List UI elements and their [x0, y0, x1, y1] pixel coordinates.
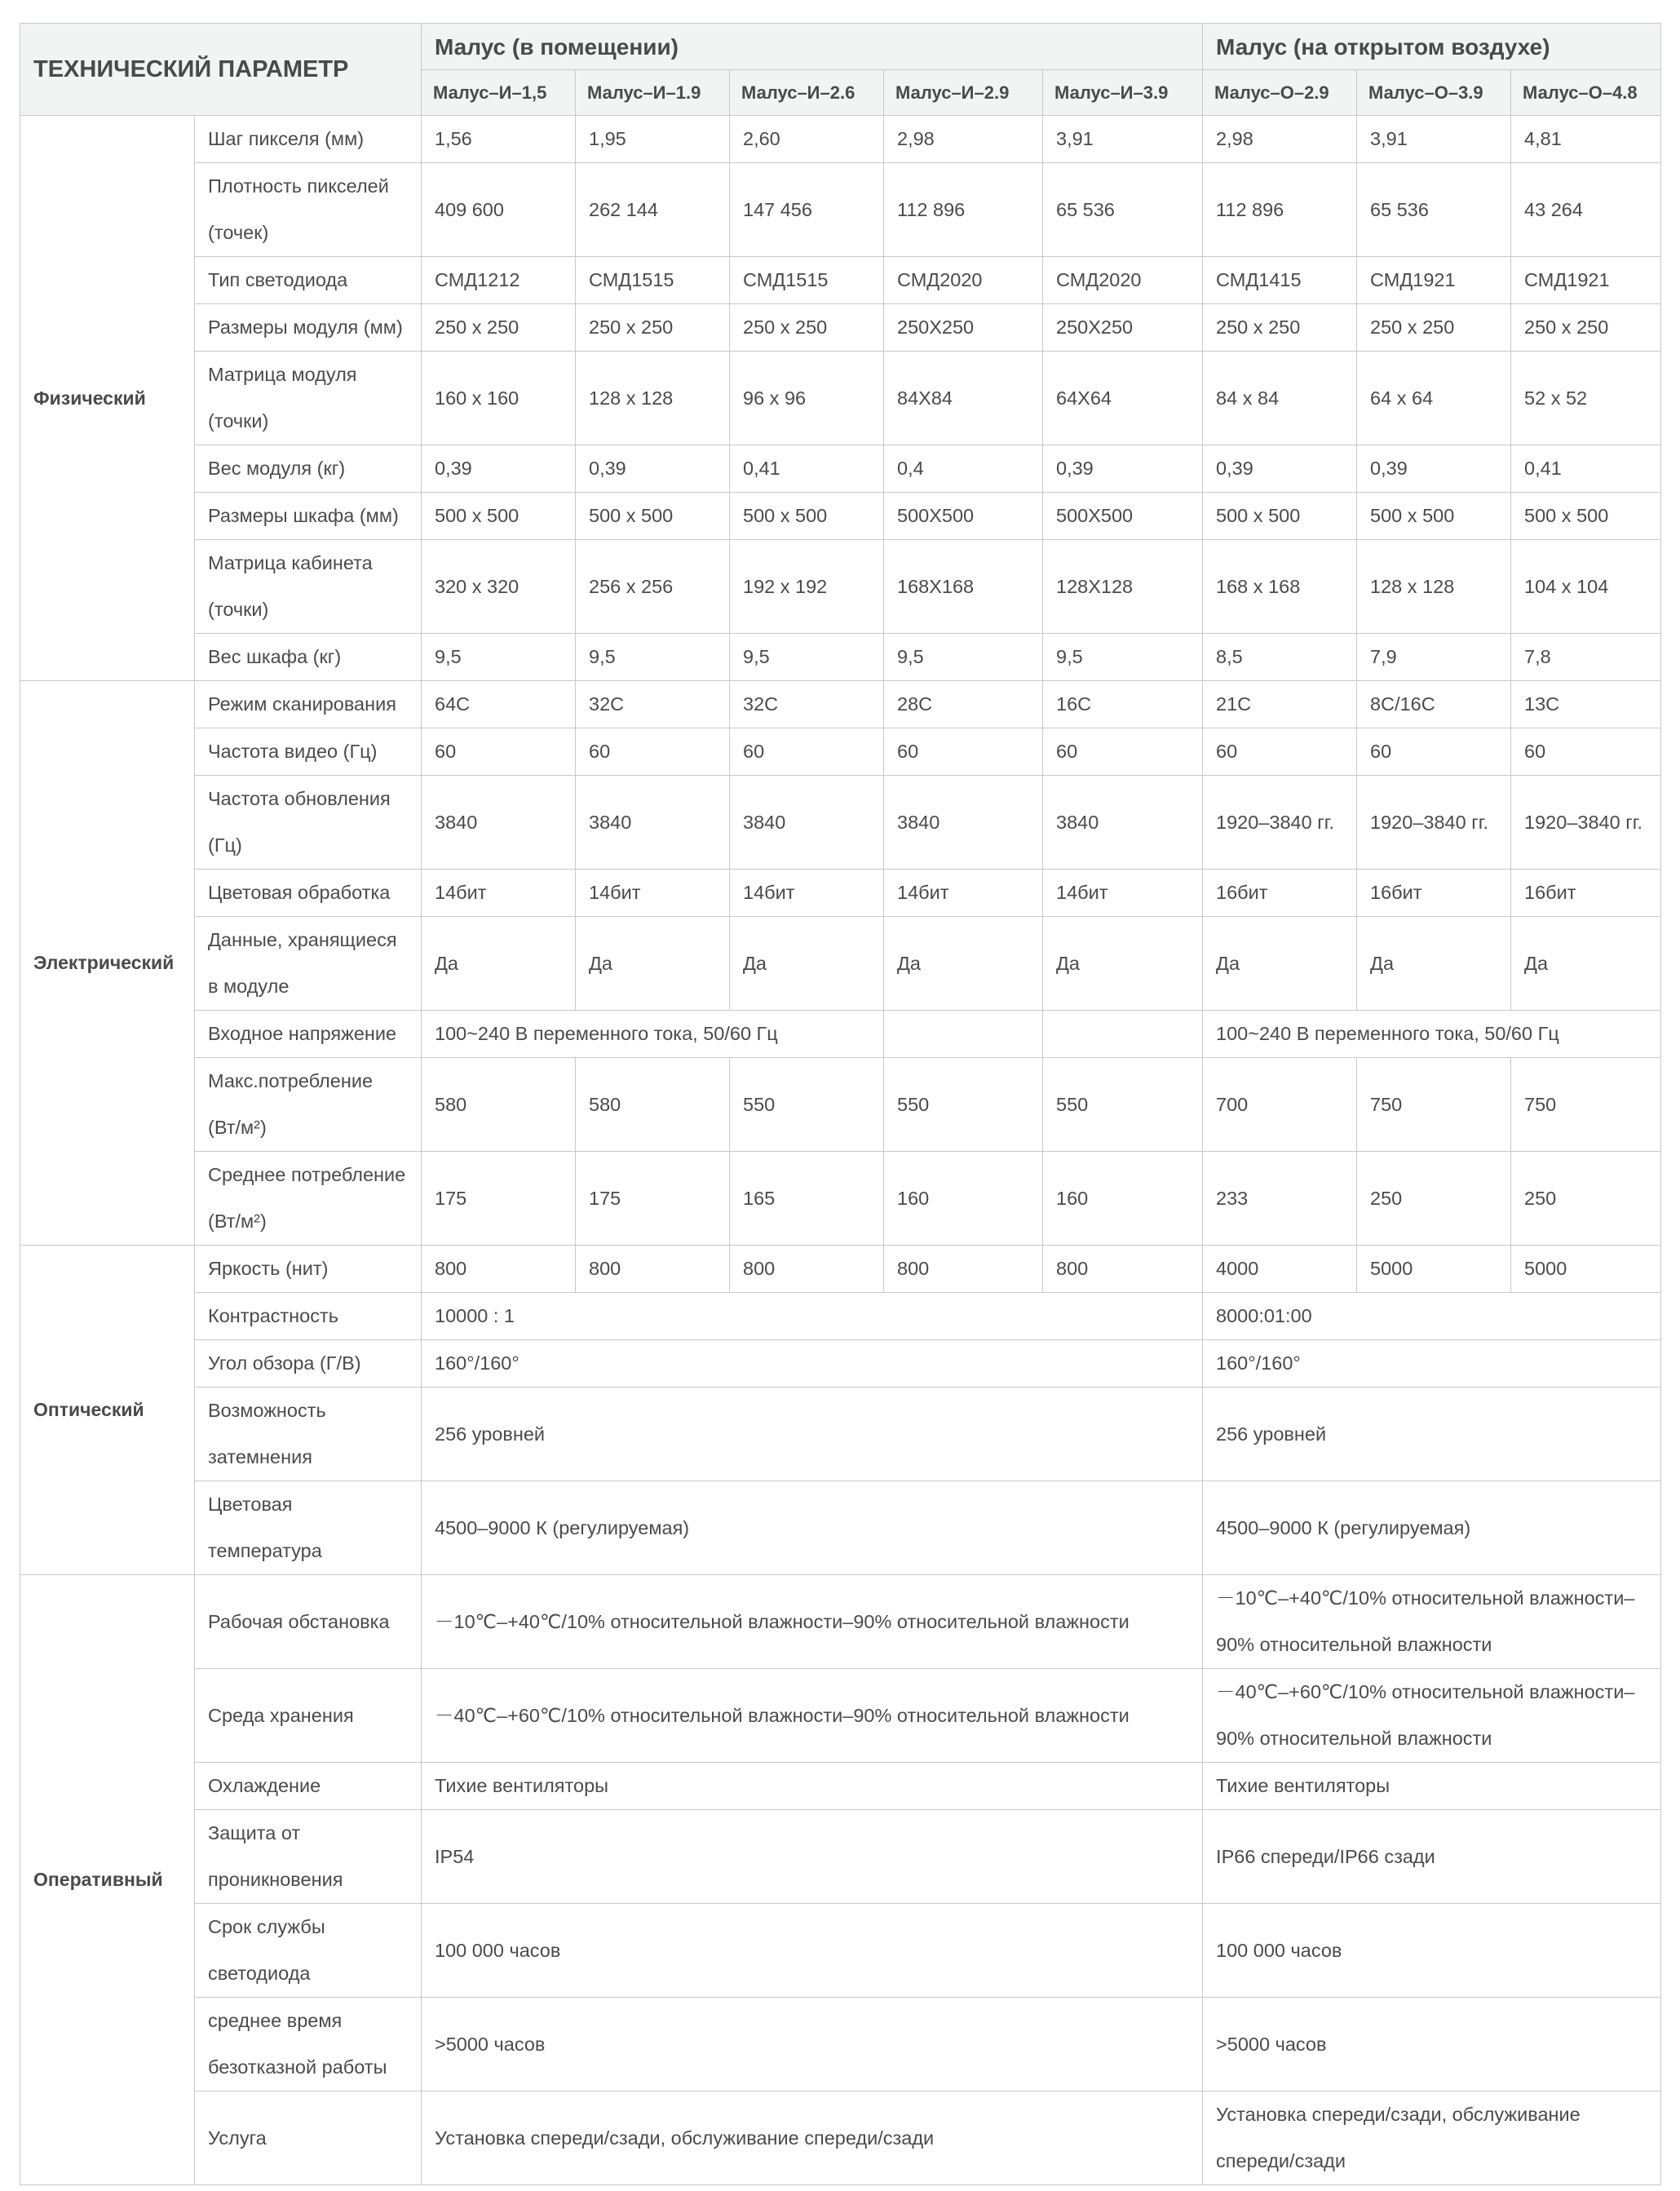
value-cell: 1920–3840 гг. — [1203, 776, 1357, 870]
value-cell: 0,41 — [1511, 445, 1661, 493]
value-cell: 3840 — [422, 776, 576, 870]
value-cell: 250 x 250 — [730, 304, 884, 352]
value-cell: 32С — [730, 681, 884, 728]
value-cell: 250X250 — [1043, 304, 1203, 352]
param-label: Среда хранения — [195, 1669, 422, 1763]
value-cell: 250 — [1511, 1152, 1661, 1246]
value-cell: 14бит — [576, 870, 730, 917]
param-label: Яркость (нит) — [195, 1246, 422, 1293]
value-cell-indoor: Установка спереди/сзади, обслуживание спереди/сзади — [422, 2091, 1203, 2185]
table-row — [20, 352, 1661, 445]
model-header: Малус–И–2.9 — [884, 70, 1043, 116]
param-label: Плотность пикселей (точек) — [195, 163, 422, 257]
param-label: Частота видео (Гц) — [195, 728, 422, 776]
table-row — [20, 776, 1661, 870]
category-physical: Физический — [20, 116, 195, 681]
value-cell-indoor: 10000 : 1 — [422, 1293, 1203, 1340]
table-row — [20, 1388, 1661, 1481]
value-cell-empty — [884, 1011, 1043, 1058]
value-cell-outdoor: －40℃–+60℃/10% относительной влажности–90% относительной влажности — [1203, 1669, 1661, 1763]
value-cell: 250 x 250 — [1357, 304, 1511, 352]
value-cell-indoor: IP54 — [422, 1810, 1203, 1904]
value-cell: 0,4 — [884, 445, 1043, 493]
value-cell: 233 — [1203, 1152, 1357, 1246]
table-row — [20, 728, 1661, 776]
value-cell: 2,60 — [730, 116, 884, 163]
value-cell: 7,9 — [1357, 634, 1511, 681]
value-cell: 4000 — [1203, 1246, 1357, 1293]
value-cell: 52 x 52 — [1511, 352, 1661, 445]
value-cell: 84X84 — [884, 352, 1043, 445]
value-cell: 8С/16С — [1357, 681, 1511, 728]
value-cell: 160 x 160 — [422, 352, 576, 445]
value-cell-indoor: >5000 часов — [422, 1998, 1203, 2091]
value-cell: Да — [576, 917, 730, 1011]
category-optical: Оптический — [20, 1246, 195, 1575]
value-cell: Да — [884, 917, 1043, 1011]
value-cell: 2,98 — [884, 116, 1043, 163]
outdoor-group-header: Малус (на открытом воздухе) — [1203, 24, 1661, 70]
value-cell: 28С — [884, 681, 1043, 728]
table-row — [20, 493, 1661, 540]
value-cell: 8,5 — [1203, 634, 1357, 681]
value-cell: 9,5 — [576, 634, 730, 681]
value-cell-outdoor: Установка спереди/сзади, обслуживание спереди/сзади — [1203, 2091, 1661, 2185]
value-cell: 65 536 — [1357, 163, 1511, 257]
value-cell: 14бит — [1043, 870, 1203, 917]
value-cell: 60 — [1511, 728, 1661, 776]
value-cell-outdoor: 8000:01:00 — [1203, 1293, 1661, 1340]
value-cell: 500X500 — [884, 493, 1043, 540]
value-cell: 500 x 500 — [730, 493, 884, 540]
value-cell: 128 x 128 — [576, 352, 730, 445]
param-label: Размеры шкафа (мм) — [195, 493, 422, 540]
param-label: Размеры модуля (мм) — [195, 304, 422, 352]
table-row — [20, 2091, 1661, 2185]
value-cell: 160 — [1043, 1152, 1203, 1246]
value-cell: 128 x 128 — [1357, 540, 1511, 634]
value-cell: 43 264 — [1511, 163, 1661, 257]
value-cell: 800 — [422, 1246, 576, 1293]
category-operational: Оперативный — [20, 1575, 195, 2185]
value-cell-indoor: 4500–9000 К (регулируемая) — [422, 1481, 1203, 1575]
value-cell: 500 x 500 — [576, 493, 730, 540]
param-label: Цветовая температура — [195, 1481, 422, 1575]
value-cell-outdoor: >5000 часов — [1203, 1998, 1661, 2091]
table-row — [20, 1481, 1661, 1575]
value-cell: 3840 — [884, 776, 1043, 870]
value-cell: 16С — [1043, 681, 1203, 728]
table-row — [20, 1246, 1661, 1293]
value-cell: 60 — [730, 728, 884, 776]
value-cell: 3840 — [576, 776, 730, 870]
spec-table — [20, 23, 1661, 2185]
value-cell: 550 — [1043, 1058, 1203, 1152]
value-cell: 160 — [884, 1152, 1043, 1246]
value-cell: 3,91 — [1043, 116, 1203, 163]
param-label: Цветовая обработка — [195, 870, 422, 917]
value-cell: 0,39 — [1043, 445, 1203, 493]
value-cell: 580 — [422, 1058, 576, 1152]
value-cell: 580 — [576, 1058, 730, 1152]
model-header: Малус–О–3.9 — [1357, 70, 1511, 116]
value-cell: 750 — [1511, 1058, 1661, 1152]
value-cell-indoor: 256 уровней — [422, 1388, 1203, 1481]
value-cell: 750 — [1357, 1058, 1511, 1152]
value-cell: СМД2020 — [1043, 257, 1203, 304]
value-cell: 9,5 — [884, 634, 1043, 681]
value-cell: 250 x 250 — [1203, 304, 1357, 352]
table-row — [20, 1763, 1661, 1810]
value-cell: СМД1921 — [1511, 257, 1661, 304]
table-row — [20, 1152, 1661, 1246]
value-cell: 147 456 — [730, 163, 884, 257]
value-cell: 3840 — [730, 776, 884, 870]
param-label: Вес шкафа (кг) — [195, 634, 422, 681]
param-label: Тип светодиода — [195, 257, 422, 304]
value-cell: 2,98 — [1203, 116, 1357, 163]
table-row — [20, 1575, 1661, 1669]
value-cell-empty — [1043, 1011, 1203, 1058]
value-cell: СМД1921 — [1357, 257, 1511, 304]
table-row — [20, 163, 1661, 257]
value-cell: 500 x 500 — [1357, 493, 1511, 540]
value-cell: 14бит — [422, 870, 576, 917]
table-row — [20, 1669, 1661, 1763]
value-cell: 3,91 — [1357, 116, 1511, 163]
table-row — [20, 1340, 1661, 1388]
indoor-group-header: Малус (в помещении) — [422, 24, 1203, 70]
model-header: Малус–И–2.6 — [730, 70, 884, 116]
value-cell: Да — [1043, 917, 1203, 1011]
value-cell: СМД1515 — [576, 257, 730, 304]
value-cell: 14бит — [884, 870, 1043, 917]
value-cell: 96 x 96 — [730, 352, 884, 445]
param-label: Частота обновления (Гц) — [195, 776, 422, 870]
category-electrical: Электрический — [20, 681, 195, 1246]
value-cell: 800 — [884, 1246, 1043, 1293]
value-cell: 192 x 192 — [730, 540, 884, 634]
value-cell: 13С — [1511, 681, 1661, 728]
table-row — [20, 1998, 1661, 2091]
corner-header: ТЕХНИЧЕСКИЙ ПАРАМЕТР — [20, 24, 422, 116]
value-cell: 409 600 — [422, 163, 576, 257]
param-label: Защита от проникновения — [195, 1810, 422, 1904]
value-cell: 550 — [730, 1058, 884, 1152]
value-cell: 4,81 — [1511, 116, 1661, 163]
value-cell: 9,5 — [1043, 634, 1203, 681]
value-cell-indoor: 100 000 часов — [422, 1904, 1203, 1998]
value-cell-indoor: 100~240 В переменного тока, 50/60 Гц — [422, 1011, 884, 1058]
value-cell: 9,5 — [422, 634, 576, 681]
value-cell: 1,95 — [576, 116, 730, 163]
param-label: Матрица модуля (точки) — [195, 352, 422, 445]
value-cell: 320 x 320 — [422, 540, 576, 634]
value-cell: 800 — [576, 1246, 730, 1293]
value-cell: 5000 — [1357, 1246, 1511, 1293]
value-cell-indoor: Тихие вентиляторы — [422, 1763, 1203, 1810]
param-label: Матрица кабинета (точки) — [195, 540, 422, 634]
value-cell-outdoor: IP66 спереди/IP66 сзади — [1203, 1810, 1661, 1904]
model-header: Малус–И–1,5 — [422, 70, 576, 116]
value-cell: 1,56 — [422, 116, 576, 163]
param-label: Входное напряжение — [195, 1011, 422, 1058]
value-cell: 60 — [1043, 728, 1203, 776]
model-header: Малус–О–2.9 — [1203, 70, 1357, 116]
value-cell: 256 x 256 — [576, 540, 730, 634]
value-cell: 65 536 — [1043, 163, 1203, 257]
value-cell: 60 — [422, 728, 576, 776]
value-cell: 500X500 — [1043, 493, 1203, 540]
table-row — [20, 1058, 1661, 1152]
value-cell: 128X128 — [1043, 540, 1203, 634]
table-row — [20, 540, 1661, 634]
value-cell-outdoor: 100~240 В переменного тока, 50/60 Гц — [1203, 1011, 1661, 1058]
param-label: Контрастность — [195, 1293, 422, 1340]
value-cell: 14бит — [730, 870, 884, 917]
model-header: Малус–И–3.9 — [1043, 70, 1203, 116]
value-cell: Да — [730, 917, 884, 1011]
table-row — [20, 870, 1661, 917]
value-cell-indoor: －10℃–+40℃/10% относительной влажности–90% относительной влажности — [422, 1575, 1203, 1669]
value-cell: СМД2020 — [884, 257, 1043, 304]
value-cell: 84 x 84 — [1203, 352, 1357, 445]
value-cell: СМД1212 — [422, 257, 576, 304]
value-cell: 60 — [1203, 728, 1357, 776]
table-row — [20, 1810, 1661, 1904]
value-cell: 64X64 — [1043, 352, 1203, 445]
value-cell: 500 x 500 — [1511, 493, 1661, 540]
value-cell: 9,5 — [730, 634, 884, 681]
value-cell: 104 x 104 — [1511, 540, 1661, 634]
value-cell: 21С — [1203, 681, 1357, 728]
value-cell: 64С — [422, 681, 576, 728]
value-cell-indoor: －40℃–+60℃/10% относительной влажности–90% относительной влажности — [422, 1669, 1203, 1763]
value-cell: 0,39 — [422, 445, 576, 493]
table-row — [20, 917, 1661, 1011]
param-label: Макс.потребление (Вт/м²) — [195, 1058, 422, 1152]
table-row — [20, 116, 1661, 163]
value-cell-indoor: 160°/160° — [422, 1340, 1203, 1388]
value-cell: 175 — [422, 1152, 576, 1246]
param-label: Рабочая обстановка — [195, 1575, 422, 1669]
value-cell: 0,41 — [730, 445, 884, 493]
value-cell: 250X250 — [884, 304, 1043, 352]
value-cell: 500 x 500 — [1203, 493, 1357, 540]
value-cell: 0,39 — [1357, 445, 1511, 493]
param-label: Охлаждение — [195, 1763, 422, 1810]
value-cell: 60 — [1357, 728, 1511, 776]
table-row — [20, 1904, 1661, 1998]
param-label: Возможность затемнения — [195, 1388, 422, 1481]
param-label: Режим сканирования — [195, 681, 422, 728]
value-cell: 165 — [730, 1152, 884, 1246]
table-row — [20, 681, 1661, 728]
value-cell-outdoor: 4500–9000 К (регулируемая) — [1203, 1481, 1661, 1575]
value-cell-outdoor: Тихие вентиляторы — [1203, 1763, 1661, 1810]
value-cell: 168 x 168 — [1203, 540, 1357, 634]
value-cell: 112 896 — [1203, 163, 1357, 257]
param-label: Среднее потребление (Вт/м²) — [195, 1152, 422, 1246]
value-cell: 64 x 64 — [1357, 352, 1511, 445]
table-row — [20, 634, 1661, 681]
model-header: Малус–О–4.8 — [1511, 70, 1661, 116]
value-cell-outdoor: 256 уровней — [1203, 1388, 1661, 1481]
value-cell: 250 x 250 — [1511, 304, 1661, 352]
spec-table-container — [20, 23, 1660, 2185]
value-cell-outdoor: －10℃–+40℃/10% относительной влажности–90% относительной влажности — [1203, 1575, 1661, 1669]
value-cell: 16бит — [1511, 870, 1661, 917]
table-row — [20, 1293, 1661, 1340]
value-cell: 0,39 — [576, 445, 730, 493]
param-label: Угол обзора (Г/В) — [195, 1340, 422, 1388]
value-cell: 262 144 — [576, 163, 730, 257]
value-cell: Да — [422, 917, 576, 1011]
param-label: Данные, хранящиеся в модуле — [195, 917, 422, 1011]
value-cell: 5000 — [1511, 1246, 1661, 1293]
value-cell: 1920–3840 гг. — [1357, 776, 1511, 870]
value-cell: 800 — [730, 1246, 884, 1293]
value-cell: 250 x 250 — [422, 304, 576, 352]
value-cell: 16бит — [1203, 870, 1357, 917]
value-cell: 60 — [576, 728, 730, 776]
value-cell: СМД1515 — [730, 257, 884, 304]
value-cell: 168X168 — [884, 540, 1043, 634]
value-cell: 1920–3840 гг. — [1511, 776, 1661, 870]
param-label: Шаг пикселя (мм) — [195, 116, 422, 163]
value-cell: Да — [1511, 917, 1661, 1011]
value-cell: Да — [1203, 917, 1357, 1011]
value-cell: 60 — [884, 728, 1043, 776]
table-row — [20, 1011, 1661, 1058]
value-cell: 700 — [1203, 1058, 1357, 1152]
value-cell: 3840 — [1043, 776, 1203, 870]
value-cell: 112 896 — [884, 163, 1043, 257]
value-cell: 250 — [1357, 1152, 1511, 1246]
value-cell: Да — [1357, 917, 1511, 1011]
value-cell: 250 x 250 — [576, 304, 730, 352]
value-cell: СМД1415 — [1203, 257, 1357, 304]
param-label: Вес модуля (кг) — [195, 445, 422, 493]
param-label: среднее время безотказной работы — [195, 1998, 422, 2091]
value-cell: 32С — [576, 681, 730, 728]
value-cell: 0,39 — [1203, 445, 1357, 493]
value-cell: 16бит — [1357, 870, 1511, 917]
value-cell: 175 — [576, 1152, 730, 1246]
value-cell: 500 x 500 — [422, 493, 576, 540]
table-row — [20, 445, 1661, 493]
value-cell: 7,8 — [1511, 634, 1661, 681]
table-row — [20, 304, 1661, 352]
param-label: Срок службы светодиода — [195, 1904, 422, 1998]
model-header: Малус–И–1.9 — [576, 70, 730, 116]
param-label: Услуга — [195, 2091, 422, 2185]
value-cell: 550 — [884, 1058, 1043, 1152]
value-cell: 800 — [1043, 1246, 1203, 1293]
value-cell-outdoor: 160°/160° — [1203, 1340, 1661, 1388]
value-cell-outdoor: 100 000 часов — [1203, 1904, 1661, 1998]
table-row — [20, 257, 1661, 304]
